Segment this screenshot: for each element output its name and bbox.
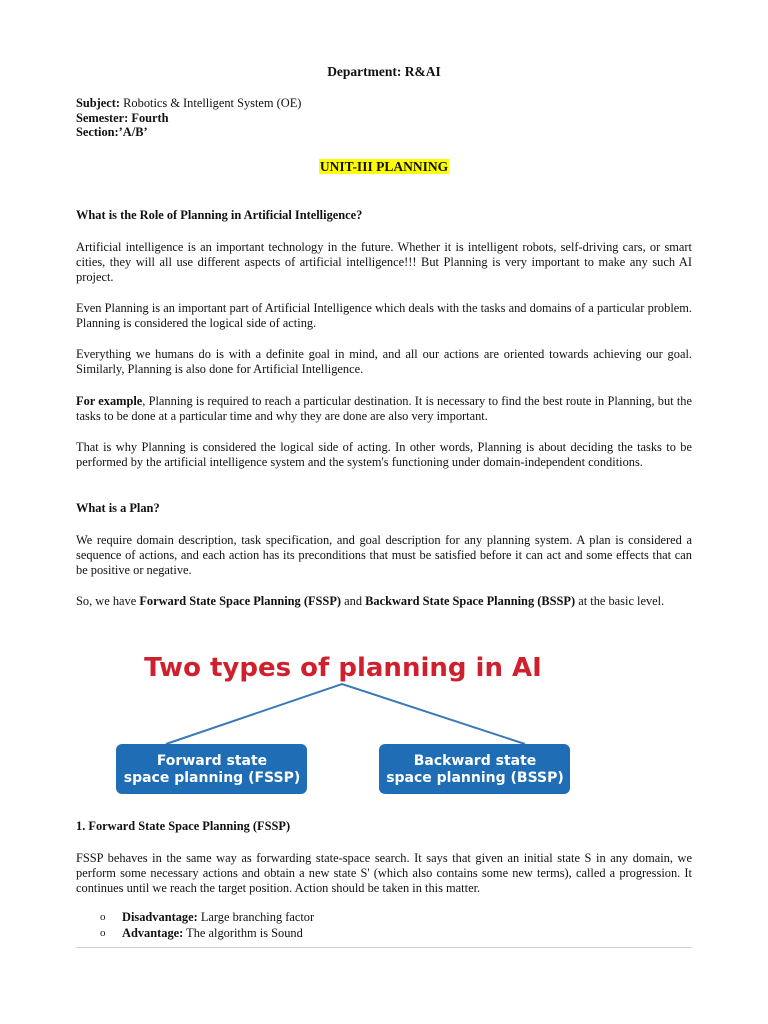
subject-line <box>76 96 692 111</box>
diagram-title: Two types of planning in AI <box>144 653 542 683</box>
bssp-box-line2: space planning (BSSP) <box>386 770 564 786</box>
question-role-of-planning: What is the Role of Planning in Artificial Intelligence? <box>76 208 363 222</box>
bottom-divider <box>76 947 692 948</box>
unit-title: UNIT-III PLANNING <box>319 159 449 174</box>
course-meta <box>76 96 692 140</box>
paragraph-8: FSSP behaves in the same way as forwarding state-space search. It says that given an initial state S in any domain, we perform some necessary actions and obtain a new state S' (which also contains some new terms), called a progression. It continues until we reach the target position. Action should be taken in this matter. <box>76 851 692 895</box>
question-what-is-a-plan: What is a Plan? <box>76 501 160 515</box>
planning-types-diagram <box>110 642 580 800</box>
paragraph-3: Everything we humans do is with a definite goal in mind, and all our actions are oriented towards achieving our goal. Similarly, Planning is also done for Artificial Intelligence. <box>76 347 692 376</box>
department-heading: Department: R&AI <box>327 64 441 79</box>
paragraph-5: That is why Planning is considered the logical side of acting. In other words, Planning is about deciding the tasks to be performed by the artificial intelligence system and the system's functioning under domain-independent conditions. <box>76 440 692 469</box>
paragraph-4: For example, Planning is required to reach a particular destination. It is necessary to find the best route in Planning, but the tasks to be done at a particular time and why they are done are also very important. <box>76 394 692 423</box>
paragraph-7: So, we have Forward State Space Planning (FSSP) and Backward State Space Planning (BSSP) at the basic level. <box>76 594 665 608</box>
paragraph-6: We require domain description, task specification, and goal description for any planning system. A plan is considered a sequence of actions, and each action has its preconditions that must be satisfied before it can act and some effects that can be positive or negative. <box>76 533 692 577</box>
list-item: o Advantage: The algorithm is Sound <box>100 925 303 940</box>
paragraph-1: Artificial intelligence is an important technology in the future. Whether it is intelligent robots, self-driving cars, or smart cities, they will all use different aspects of artificial intelligence!!! But Planning is very important to make any such AI project. <box>76 240 692 284</box>
subject-label: Subject: <box>76 96 121 110</box>
section-heading-fssp: 1. Forward State Space Planning (FSSP) <box>76 819 291 833</box>
fssp-box-line1: Forward state <box>156 753 268 769</box>
unit-title-wrap <box>0 158 768 176</box>
subject-value: Robotics & Intelligent System (OE) <box>120 96 302 110</box>
fssp-box <box>116 744 307 794</box>
bssp-box-line1: Backward state <box>413 753 537 769</box>
diagram-branch-lines <box>166 684 525 744</box>
bssp-box <box>379 744 570 794</box>
paragraph-2: Even Planning is an important part of Artificial Intelligence which deals with the tasks and domains of a particular problem. Planning is considered the logical side of acting. <box>76 301 692 330</box>
section-line: Section:’A/B’ <box>76 125 148 139</box>
list-item: o Disadvantage: Large branching factor <box>100 910 315 924</box>
fssp-box-line2: space planning (FSSP) <box>123 770 301 786</box>
fssp-bullet-list <box>100 910 660 941</box>
semester-line: Semester: Fourth <box>76 110 169 125</box>
